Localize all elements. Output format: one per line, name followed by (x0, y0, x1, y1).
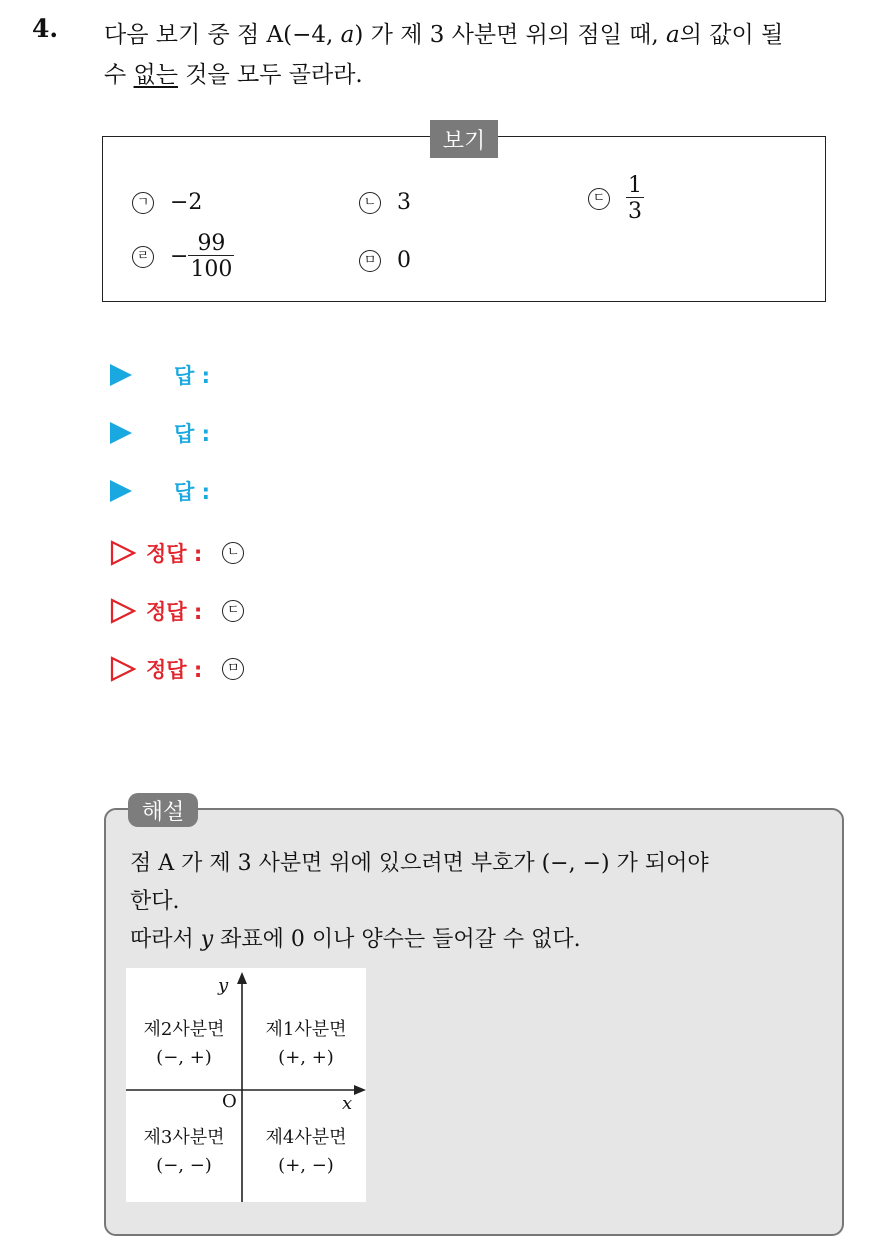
explanation-title: 해설 (128, 793, 198, 827)
explanation-line1: 점 A 가 제 3 사분면 위에 있으려면 부호가 (−, −) 가 되어야 (130, 851, 709, 876)
option-rieul: ㄹ − $\frac{99}{100}$ (132, 232, 234, 281)
correct-marker: ㅁ (222, 658, 244, 680)
answer-label: 답 : (174, 422, 210, 446)
correct-label: 정답 : (146, 542, 203, 566)
x-axis-label: x (342, 1093, 353, 1114)
bogi-title: 보기 (430, 120, 498, 158)
option-giyeok: ㄱ −2 (132, 190, 202, 215)
option-marker: ㅁ (359, 250, 381, 272)
answer-row-3 (110, 476, 210, 506)
play-arrow-icon (110, 422, 132, 444)
explanation-line3: 따라서 y 좌표에 0 이나 양수는 들어갈 수 없다. (130, 927, 581, 952)
option-digeut: ㄷ $\frac{1}{3}$ (588, 174, 644, 223)
option-mieum: ㅁ 0 (359, 248, 411, 273)
quadrant-4: 제4사분면 (+, −) (265, 1127, 347, 1176)
quadrant-2: 제2사분면 (−, +) (143, 1019, 225, 1068)
quadrant-1: 제1사분면 (+, +) (265, 1019, 347, 1068)
option-marker: ㄹ (132, 246, 154, 268)
correct-answer-row-1 (110, 538, 260, 568)
play-arrow-icon (110, 364, 132, 386)
correct-label: 정답 : (146, 658, 203, 682)
question-number: 4. (32, 14, 59, 43)
question-text-line2: 수 없는 것을 모두 골라라. (104, 62, 363, 88)
correct-marker: ㄴ (222, 542, 244, 564)
correct-marker: ㄷ (222, 600, 244, 622)
option-marker: ㄱ (132, 192, 154, 214)
outline-arrow-icon (110, 656, 136, 682)
explanation-line2: 한다. (130, 889, 180, 914)
option-nieun: ㄴ 3 (359, 190, 411, 215)
y-axis-label: y (218, 975, 229, 996)
question-text-line1: 다음 보기 중 점 A(−4, a) 가 제 3 사분면 위의 점일 때, a의 값이 될 (104, 22, 784, 48)
outline-arrow-icon (110, 598, 136, 624)
answer-row-1 (110, 360, 210, 390)
quadrant-diagram (126, 968, 366, 1202)
origin-label: O (222, 1091, 237, 1112)
play-arrow-icon (110, 480, 132, 502)
answer-label: 답 : (174, 364, 210, 388)
correct-label: 정답 : (146, 600, 203, 624)
quadrant-3: 제3사분면 (−, −) (143, 1127, 225, 1176)
outline-arrow-icon (110, 540, 136, 566)
option-marker: ㄴ (359, 192, 381, 214)
option-marker: ㄷ (588, 188, 610, 210)
answer-label: 답 : (174, 480, 210, 504)
answer-row-2 (110, 418, 210, 448)
correct-answer-row-3 (110, 654, 260, 684)
correct-answer-row-2 (110, 596, 260, 626)
